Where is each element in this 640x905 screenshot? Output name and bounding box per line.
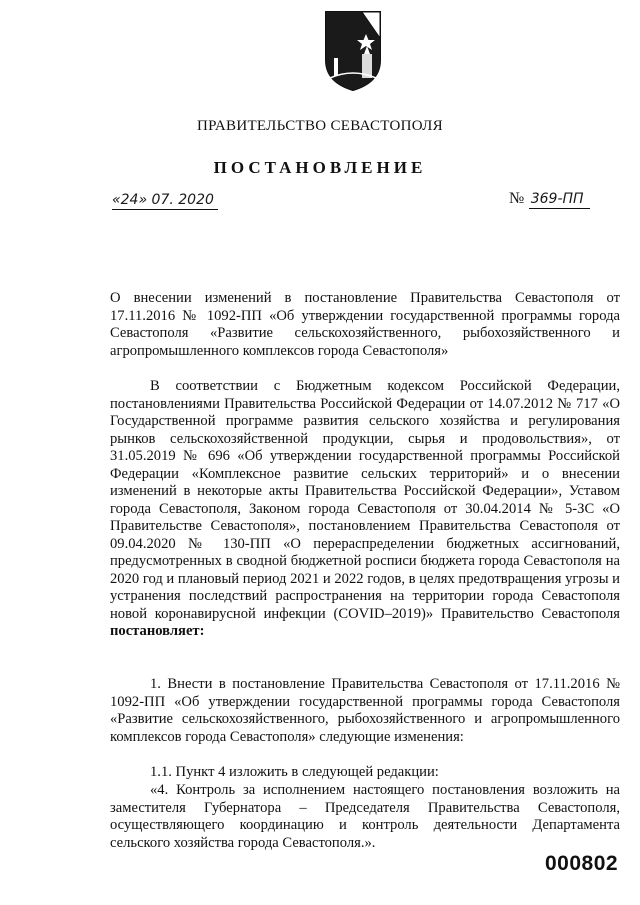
document-preamble [110,378,620,641]
government-name: ПРАВИТЕЛЬСТВО СЕВАСТОПОЛЯ [197,118,443,134]
document-subject: О внесении изменений в постановление Правительства Севастополя от 17.11.2016 № 1092-ПП «Об утверждении государственной программы города Севастополя «Развитие сельскохозяйственного, рыбохозяйственного и агропромышленного комплексов города Севастополя» [110,290,620,359]
sevastopol-coat-of-arms-icon [322,8,384,92]
document-date [112,192,218,208]
document-type-title: ПОСТАНОВЛЕНИЕ [213,158,427,177]
document-number-label: № [509,190,525,207]
document-number [509,190,590,208]
paragraph-item-1: 1. Внести в постановление Правительства Севастополя от 17.11.2016 № 1092-ПП «Об утверждении государственной программы города Севастополя «Развитие сельскохозяйственного, рыбохозяйственного и агропромышленного комплексов города Севастополя» следующие изменения: [110,676,620,745]
document-number-value: 369-ПП [529,191,590,209]
document-date-value: «24» 07. 2020 [112,192,218,210]
form-serial-number: 000802 [545,852,619,875]
preamble-action: постановляет: [110,623,205,639]
paragraph-item-1-1: 1.1. Пункт 4 изложить в следующей редакции: [150,764,439,780]
paragraph-item-4-text: «4. Контроль за исполнением настоящего постановления возложить на заместителя Губернатора – Председателя Правительства Севастополя, осуществляющего координацию и контроль деятельности Департамента сельского хозяйства города Севастополя.». [110,782,620,851]
preamble-text: В соответствии с Бюджетным кодексом Российской Федерации, постановлениями Правительства Российской Федерации от 14.07.2012 № 717 «О Государственной программе развития сельского хозяйства и регулирования рынков сельскохозяйственной продукции, сырья и продовольствия», от 31.05.2019 № 696 «Об утверждении государственной программы Российской Федерации «Комплексное развитие сельских территорий» и о внесении изменений в некоторые акты Правительства Российской Федерации», Уставом города Севастополя, Законом города Севастополя от 30.04.2014 № 5-ЗС «О Правительстве Севастополя», постановлением Правительства Севастополя от 09.04.2020 № 130-ПП «О перераспределении бюджетных ассигнований, предусмотренных в сводной бюджетной росписи бюджета города Севастополя на 2020 год и плановый период 2021 и 2022 годов, в целях предотвращения угрозы и устранения последствий распространения на территории города Севастополя новой коронавирусной инфекции (COVID–2019)» Правительство Севастополя [110,378,620,622]
